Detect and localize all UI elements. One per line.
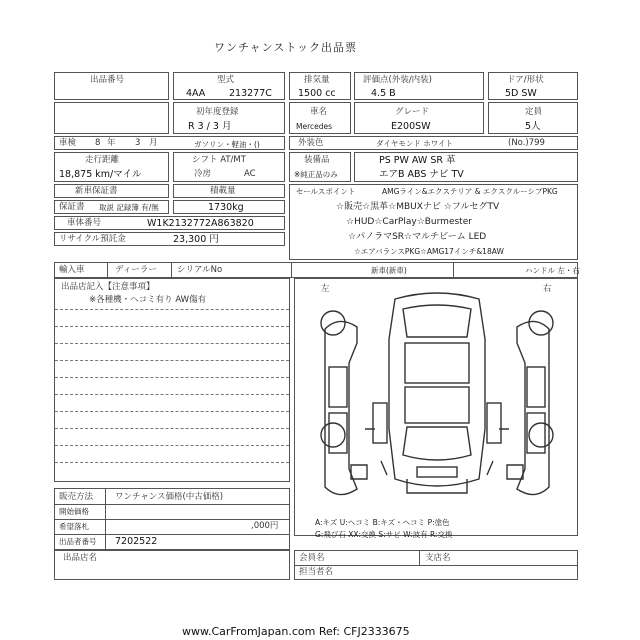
equipment-line-2: エアB ABS ナビ TV <box>379 169 464 180</box>
grade-value: E200SW <box>391 121 431 132</box>
shop-name-box <box>54 550 290 580</box>
recycle-value: 23,300 円 <box>173 234 219 245</box>
inspection-month: 3 <box>135 138 141 148</box>
door-body-label: ドア/形状 <box>507 75 544 85</box>
sales-point-5: ☆エアバランスPKG☆AMG17インチ&18AW <box>354 247 504 256</box>
import-dealer: ディーラー <box>115 265 157 275</box>
reserve-value: ,000円 <box>251 521 279 531</box>
maker-label: 車名 <box>310 107 328 117</box>
capacity-label: 定員 <box>525 107 543 117</box>
grade-cell <box>354 102 484 134</box>
inspection-month-unit: 月 <box>149 138 158 148</box>
member-box <box>294 550 578 580</box>
sheet-title: ワンチャンストック出品票 <box>214 41 358 54</box>
import-row <box>54 262 578 278</box>
capacity-value: 5人 <box>525 121 541 132</box>
new-warranty-cell <box>54 184 169 198</box>
displacement-cell <box>289 72 351 100</box>
footer-reference: www.CarFromJapan.com Ref: CFJ2333675 <box>182 625 410 638</box>
exterior-color-label: 外装色 <box>298 138 324 148</box>
reserve-label: 希望落札 <box>59 522 89 531</box>
maker-cell <box>289 102 351 134</box>
remarks-label: 出品店記入【注意事項】 <box>61 282 155 292</box>
capacity-cell <box>488 102 578 134</box>
vin-cell <box>54 216 285 230</box>
loading-value-cell <box>173 200 285 214</box>
vin-value: W1K2132772A863820 <box>147 218 254 229</box>
color-number: (No.)799 <box>508 138 545 148</box>
sales-point-2: ☆販売☆黒革☆MBUXナビ ☆フルセグTV <box>336 202 500 212</box>
recycle-label: リサイクル預託金 <box>59 234 126 244</box>
model-code: 213277C <box>229 88 272 99</box>
door-body-cell <box>488 72 578 100</box>
displacement-label: 排気量 <box>304 75 330 85</box>
diagram-left-label: 左 <box>321 284 330 294</box>
member-number-value: 7202522 <box>115 536 158 547</box>
remarks-box <box>54 278 290 482</box>
grade-points-label: 評価点(外装/内装) <box>363 75 432 85</box>
loading-value: 1730kg <box>208 202 244 213</box>
equipment-label-cell <box>289 152 351 182</box>
sales-point-3: ☆HUD☆CarPlay☆Burmester <box>346 217 472 227</box>
grade-points-value: 4.5 B <box>371 88 396 99</box>
handle-label: ハンドル 左・右 <box>525 266 580 275</box>
legend-line-1: A:キズ U:ヘコミ B:キズ・ヘコミ P:塗色 <box>315 518 450 527</box>
member-number-label: 出品者番号 <box>59 537 97 546</box>
inspection-year: 8 <box>95 138 101 148</box>
mileage-label: 走行距離 <box>85 155 120 165</box>
vin-label: 車体番号 <box>67 218 102 228</box>
shift-label: シフト AT/MT <box>192 155 246 165</box>
new-car-label: 新車(新車) <box>371 266 407 275</box>
lot-number-label: 出品番号 <box>90 75 125 85</box>
loading-label: 積載量 <box>210 186 236 196</box>
model-cell <box>173 72 285 100</box>
first-reg-label: 初年度登録 <box>196 107 239 117</box>
lot-number-cell <box>54 72 169 100</box>
car-outline-diagram <box>295 279 579 537</box>
header-grid <box>54 72 580 275</box>
mileage-value: 18,875 km/マイル <box>59 169 142 180</box>
fuel-shift-cell <box>173 140 285 182</box>
door-body-value: 5D SW <box>505 88 537 99</box>
sales-point-cell <box>289 184 578 260</box>
sales-point-4: ☆パノラマSR☆マルチビーム LED <box>348 232 487 242</box>
displacement-value: 1500 cc <box>298 88 336 99</box>
legend-line-2: G:飛び石 XX:交換 S:サビ W:波有 R:交換 <box>315 530 453 539</box>
exterior-color-value: ダイヤモンド ホワイト <box>376 139 454 148</box>
remarks-text: ※各種機・ヘコミ有り AW傷有 <box>89 295 207 305</box>
sale-method-value: ワンチャンス価格(中古価格) <box>115 492 224 502</box>
grade-points-cell <box>354 72 484 100</box>
equipment-sub-label: ※純正品のみ <box>294 170 338 179</box>
model-label: 型式 <box>217 75 235 85</box>
equipment-label: 装備品 <box>304 155 330 165</box>
import-label: 輸入車 <box>59 265 85 275</box>
new-warranty-label: 新車保証書 <box>75 186 118 196</box>
staff-label: 担当者名 <box>299 567 334 577</box>
first-reg-cell <box>173 102 285 134</box>
equipment-value-cell <box>354 152 578 182</box>
shop-name-label: 出品店名 <box>63 553 98 563</box>
sales-point-label: セールスポイント <box>296 187 356 196</box>
first-reg-value: R 3 / 3 月 <box>188 121 232 132</box>
sale-method-box <box>54 488 290 550</box>
fuel-label: ガソリン・軽油・() <box>194 140 260 149</box>
serial-label: シリアルNo <box>177 265 223 275</box>
member-name-label: 会員名 <box>299 553 325 563</box>
aircon-label: 冷房 <box>194 169 212 179</box>
diagram-right-label: 右 <box>543 284 552 294</box>
loading-label-cell <box>173 184 285 198</box>
inspection-year-unit: 年 <box>107 138 116 148</box>
equipment-line-1: PS PW AW SR 革 <box>379 155 456 166</box>
exterior-color-cell <box>289 136 578 150</box>
sale-method-label: 販売方法 <box>59 492 94 502</box>
warranty-options: 取説 記録簿 有/無 <box>99 203 159 212</box>
aircon-value: AC <box>244 169 256 179</box>
inspection-label: 車検 <box>59 138 77 148</box>
model-prefix: 4AA <box>186 88 206 99</box>
mileage-cell <box>54 152 169 182</box>
car-diagram-box <box>294 278 578 539</box>
branch-label: 支店名 <box>425 553 451 563</box>
lot-number-value-cell <box>54 102 169 134</box>
recycle-cell <box>54 232 285 246</box>
sales-point-1: AMGライン&エクステリア & エクスクルーシブPKG <box>382 187 558 196</box>
grade-label: グレード <box>395 107 430 117</box>
start-price-label: 開始価格 <box>59 507 89 516</box>
warranty-label: 保証書 <box>59 202 85 212</box>
warranty-cell <box>54 200 169 214</box>
maker-value: Mercedes <box>296 122 333 131</box>
